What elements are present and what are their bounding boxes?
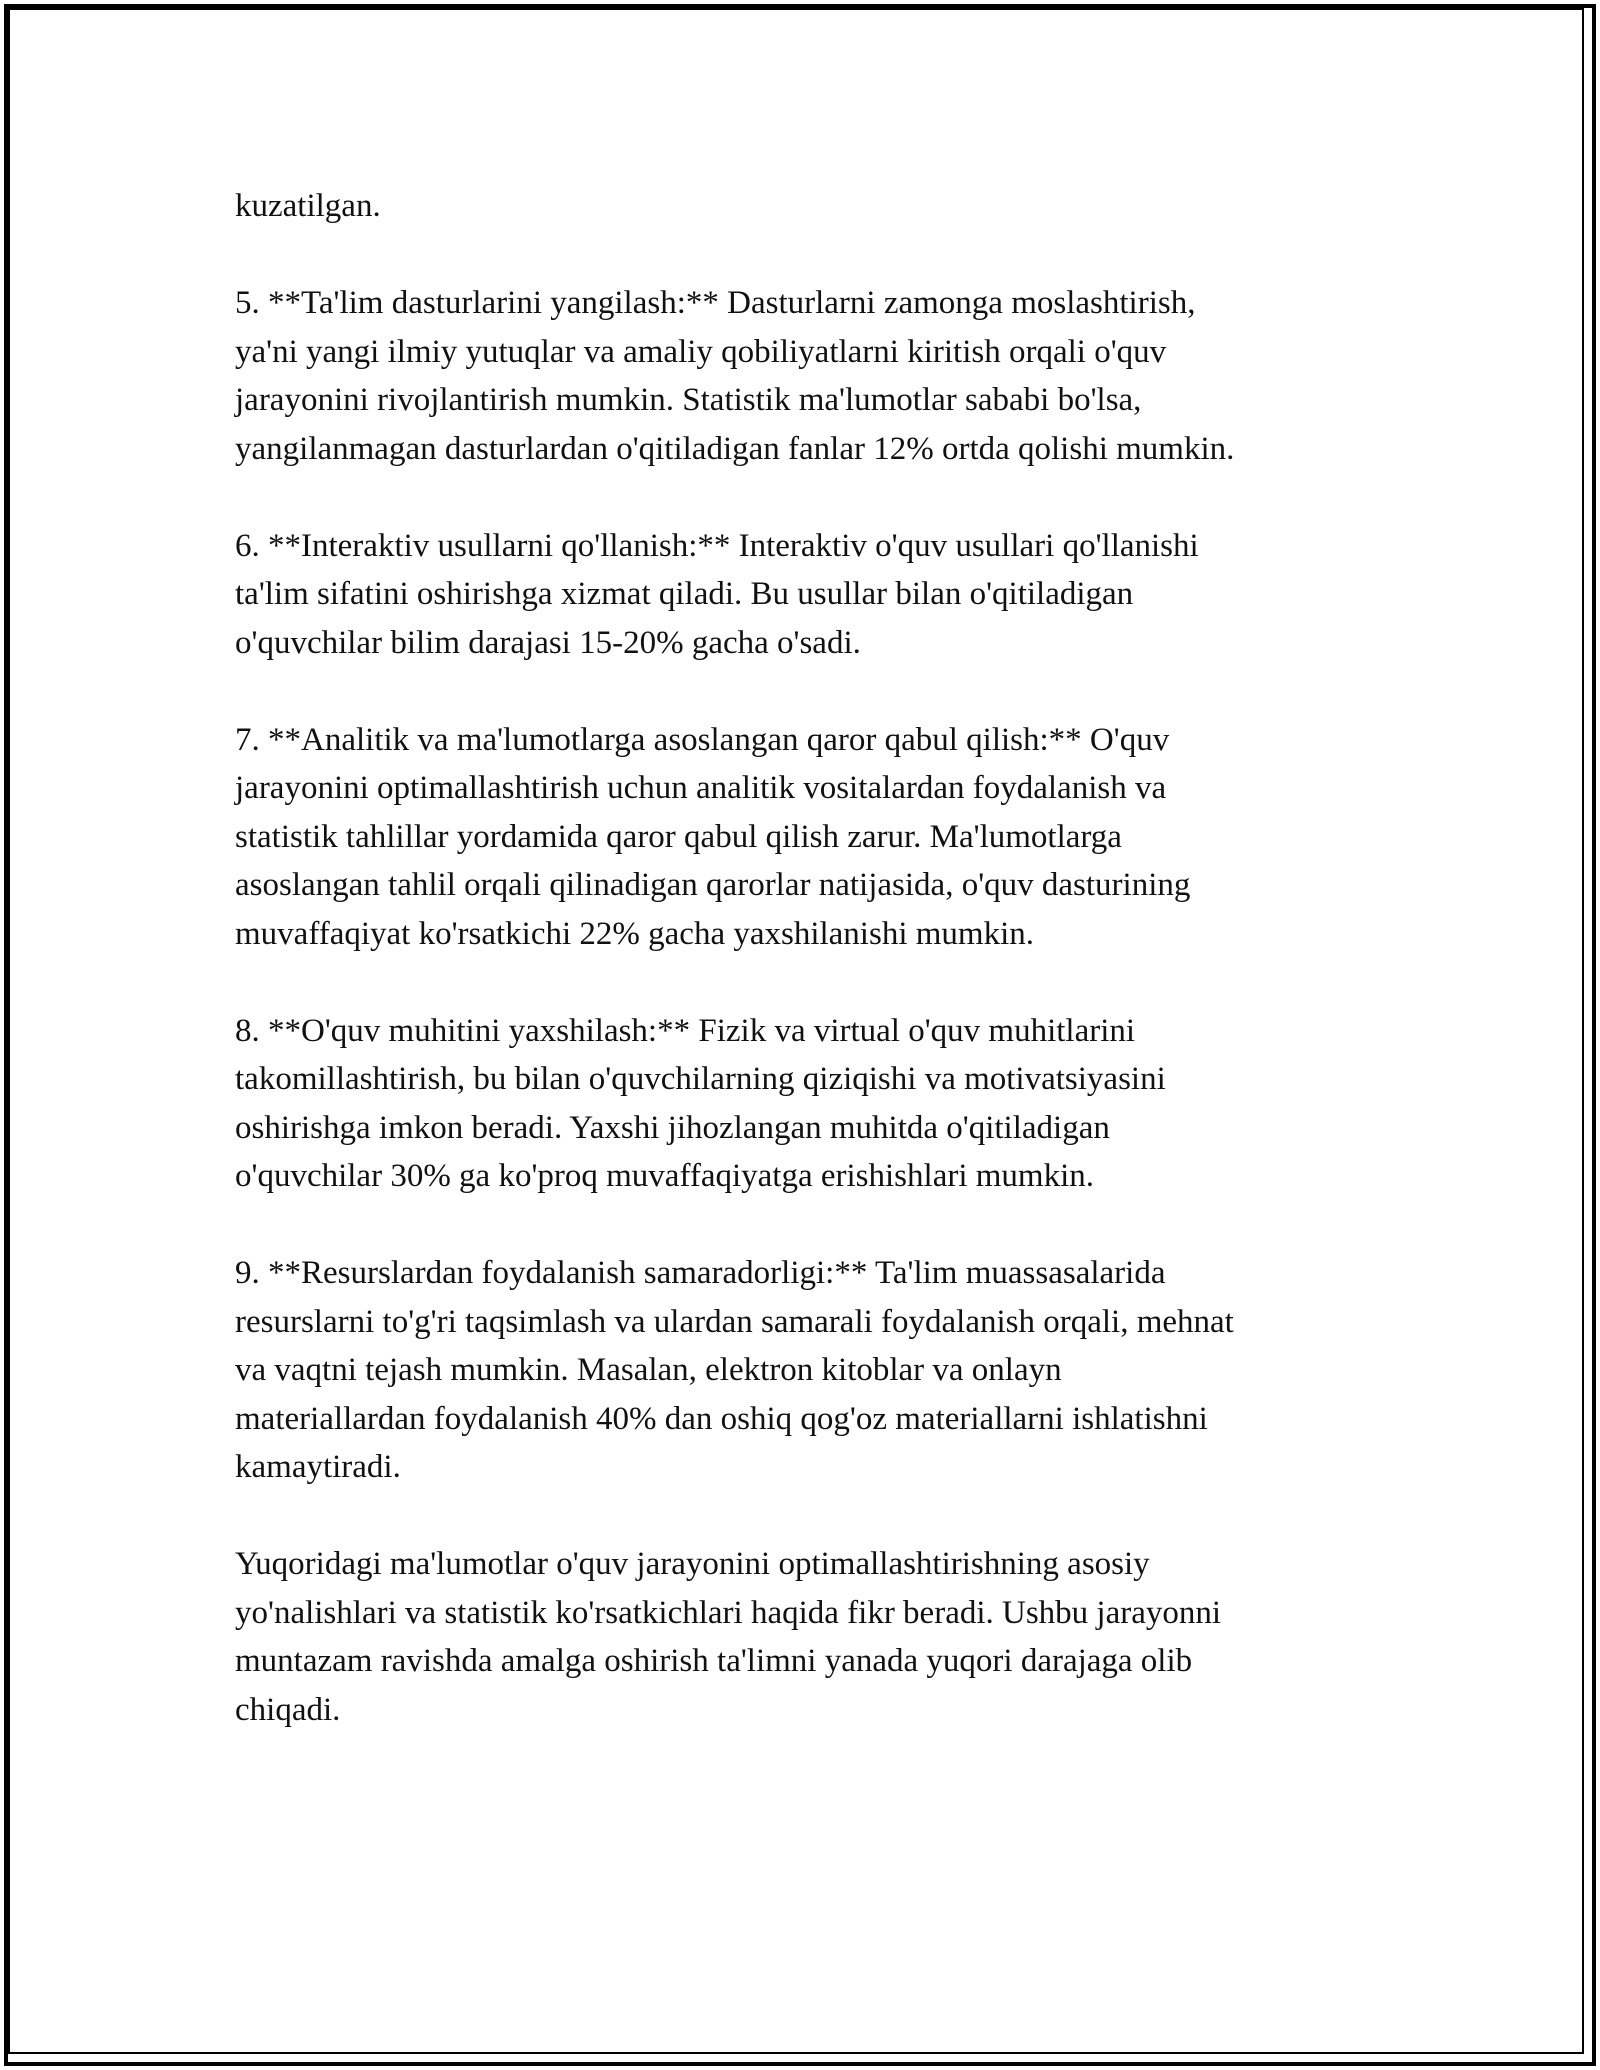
paragraph-item-6: 6. **Interaktiv usullarni qo'llanish:** Interaktiv o'quv usullari qo'llanishi ta'lim sifatini oshirishga xizmat qiladi. Bu usullar bilan o'qitiladigan o'quvchilar bilim darajasi 15-20% gacha o'sadi. — [235, 527, 1199, 661]
paragraph-item-7: 7. **Analitik va ma'lumotlarga asoslangan qaror qabul qilish:** O'quv jarayonini optimallashtirish uchun analitik vositalardan foydalanish va statistik tahlillar yordamida qaror qabul qilish zarur. Ma'lumotlarga asoslangan tahlil orqali qilinadigan qarorlar natijasida, o'quv dasturining muvaffaqiyat ko'rsatkichi 22% gacha yaxshilanishi mumkin. — [235, 721, 1191, 952]
paragraph-continuation: kuzatilgan. — [235, 188, 381, 224]
document-body — [235, 182, 1375, 1783]
paragraph-item-5: 5. **Ta'lim dasturlarini yangilash:** Dasturlarni zamonga moslashtirish, ya'ni yangi ilmiy yutuqlar va amaliy qobiliyatlarni kiritish orqali o'quv jarayonini rivojlantirish mumkin. Statistik ma'lumotlar sababi bo'lsa, yangilanmagan dasturlardan o'qitiladigan fanlar 12% ortda qolishi mumkin. — [235, 285, 1235, 467]
paragraph-conclusion: Yuqoridagi ma'lumotlar o'quv jarayonini optimallashtirishning asosiy yo'nalishlari va statistik ko'rsatkichlari haqida fikr beradi. Ushbu jarayonni muntazam ravishda amalga oshirish ta'limni yanada yuqori darajaga olib chiqadi. — [235, 1546, 1222, 1728]
paragraph-item-8: 8. **O'quv muhitini yaxshilash:** Fizik va virtual o'quv muhitlarini takomillashtirish, bu bilan o'quvchilarning qiziqishi va motivatsiyasini oshirishga imkon beradi. Yaxshi jihozlangan muhitda o'qitiladigan o'quvchilar 30% ga ko'proq muvaffaqiyatga erishishlari mumkin. — [235, 1012, 1166, 1194]
paragraph-item-9: 9. **Resurslardan foydalanish samaradorligi:** Ta'lim muassasalarida resurslarni to'g'ri taqsimlash va ulardan samarali foydalanish orqali, mehnat va vaqtni tejash mumkin. Masalan, elektron kitoblar va onlayn materiallardan foydalanish 40% dan oshiq qog'oz materiallarni ishlatishni kamaytiradi. — [235, 1255, 1234, 1485]
